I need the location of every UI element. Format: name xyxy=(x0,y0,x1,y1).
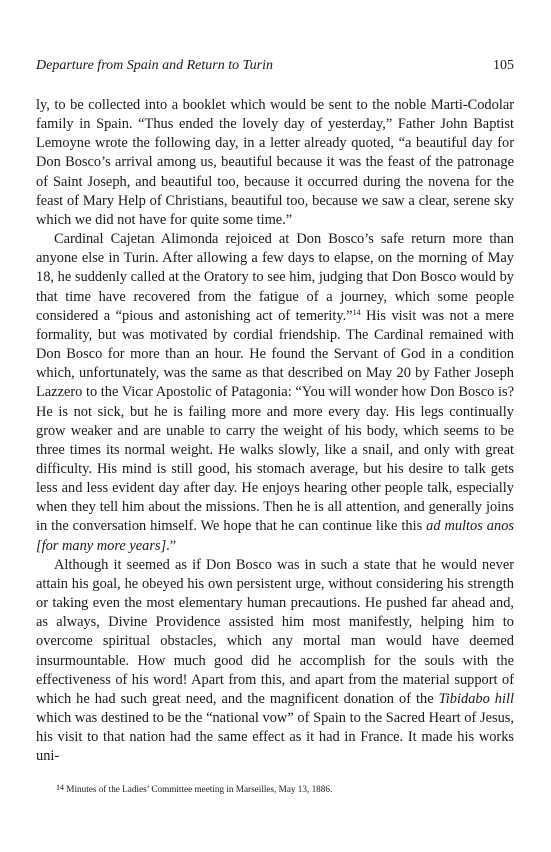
paragraph-1-text: ly, to be collected into a booklet which would be sent to the noble Marti-Codolar family in Spain. “Thus ended the lovely day of yesterday,” Father John Baptist Lemoyne wrote the following day, in a letter already quoted, “a beautiful day for Don Bosco’s arrival among us, beautiful because it was the feast of the patronage of Saint Joseph, and beautiful too, because it occurred during the novena for the feast of Mary Help of Christians, beautiful too, because we saw a clear, serene sky which we did not have for quite some time.” xyxy=(36,97,514,228)
running-head xyxy=(36,58,514,76)
latin-phrase: ad multos anos [for many more years] xyxy=(36,518,514,554)
paragraph-2 xyxy=(36,230,514,556)
footnote-reference: 14 xyxy=(352,307,361,317)
paragraph-3-text-a: Although it seemed as if Don Bosco was in such a state that he would never attain his goal, he obeyed his own persistent urge, without considering his strength or taking even the most elementary human precautions. He pushed far ahead and, as always, Divine Providence assisted him most manifestly, helping him to overcome spiritual obstacles, which any mortal man would have deemed insurmountable. How much good did he accomplish for the souls with the effectiveness of his word! Apart from this, and apart from the material support of which he had such great need, and the magnificent donation of the xyxy=(36,556,514,707)
running-title: Departure from Spain and Return to Turin xyxy=(36,58,273,73)
footnote-text: Minutes of the Ladies’ Committee meeting in Marseilles, May 13, 1886. xyxy=(64,784,333,794)
paragraph-3 xyxy=(36,556,514,767)
body-text xyxy=(36,96,514,766)
footnote xyxy=(56,783,514,795)
paragraph-2-text-c: .” xyxy=(166,537,177,554)
paragraph-1 xyxy=(36,96,514,230)
paragraph-2-text-a: Cardinal Cajetan Alimonda rejoiced at Don Bosco’s safe return more than anyone else in Turin. After allowing a few days to elapse, on the morning of May 18, he suddenly called at the Oratory to see him, judging that Don Bosco would by that time have recovered from the fatigue of a journey, which some people considered a “pious and astonishing act of temerity.” xyxy=(36,231,514,324)
paragraph-3-text-b: which was destined to be the “national vow” of Spain to the Sacred Heart of Jesus, his visit to that nation had the same effect as it had in France. It made his works uni- xyxy=(36,710,514,765)
tibidabo-phrase: Tibidabo hill xyxy=(438,690,514,707)
paragraph-2-text-b: His visit was not a mere formality, but was motivated by cordial friendship. The Cardinal remained with Don Bosco for more than an hour. He found the Servant of God in a condition which, unfortunately, was the same as that described on May 20 by Father Joseph Lazzero to the Vicar Apostolic of Patagonia: “You will wonder how Don Bosco is? He is not sick, but he is failing more and more every day. His legs continually grow weaker and are unable to carry the weight of his body, which seems to be three times its normal weight. He walks slowly, like a snail, and only with great difficulty. His mind is still good, his stomach average, but his desire to talk gets less and less evident day after day. He enjoys hearing other people talk, especially when they tell him about the missions. Then he is all attention, and generally joins in the conversation himself. We hope that he can continue like this xyxy=(36,307,514,535)
page-number: 105 xyxy=(493,58,514,73)
footnote-marker: 14 xyxy=(56,783,64,792)
